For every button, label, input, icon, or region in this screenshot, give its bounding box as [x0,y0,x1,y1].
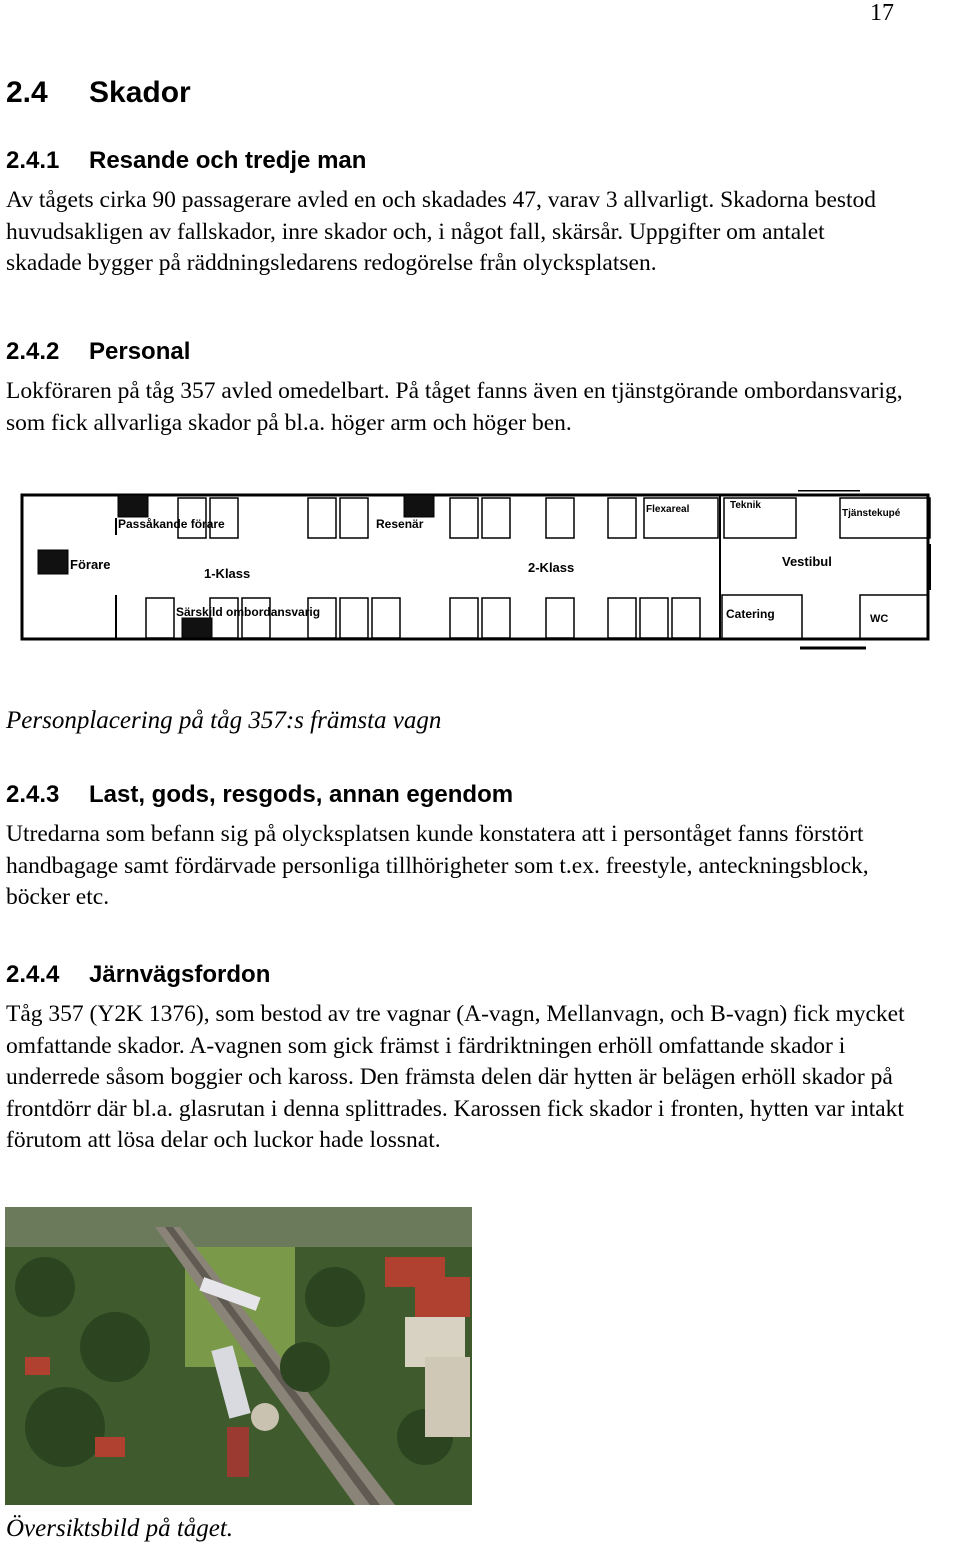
label-second-class: 2-Klass [528,560,575,575]
label-catering: Catering [726,607,775,621]
paragraph-last: Utredarna som befann sig på olycksplatsen kunde konstatera att i persontåget fanns förstört handbagage samt fördärvade personliga tillhörigheter som t.ex. freestyle, anteckningsblock, böcker etc. [6,821,869,910]
paragraph-fordon: Tåg 357 (Y2K 1376), som bestod av tre vagnar (A-vagn, Mellanvagn, och B-vagn) fick mycket omfattande skador. A-vagnen som gick främst i färdriktningen erhöll omfattande skador i underrede såsom boggier och kaross. Den främsta delen där hytten är belägen erhöll skador på frontdörr där bl.a. glasrutan i denna splittrades. Karossen fick skador i fronten, hytten var intakt förutom att lösa delar och luckor hade lossnat. [6,1001,905,1153]
subsection-heading-personal [6,338,190,366]
section-number: 2.4 [6,76,48,109]
label-wc: WC [870,613,889,625]
label-special-crew: Särskild ombordansvarig [176,605,321,619]
subsection-number: 2.4.1 [6,147,60,174]
diagram-caption: Personplacering på tåg 357:s främsta vagn [6,707,442,734]
subsection-title: Järnvägsfordon [89,961,271,988]
label-first-class: 1-Klass [204,566,251,581]
subsection-heading-last [6,781,513,809]
person-marker-crew [182,618,212,638]
label-technik: Teknik [730,500,761,511]
paragraph-personal: Lokföraren på tåg 357 avled omedelbart. På tåget fanns även en tjänstgörande ombordansvarig, som fick allvarliga skador på bl.a. höger arm och höger ben. [6,378,903,436]
person-marker-traveller [404,495,434,517]
section-heading [6,76,191,110]
subsection-number: 2.4.3 [6,781,60,808]
paragraph-resande: Av tågets cirka 90 passagerare avled en och skadades 47, varav 3 allvarligt. Skadorna bestod huvudsakligen av fallskador, inre skador och, i något fall, skärsår. Uppgifter om antalet skadade bygger på räddningsledarens redogörelse från olycksplatsen. [6,187,877,276]
seat-plan-diagram [18,490,932,650]
label-travellers: Resenär [376,517,424,531]
label-vestibule: Vestibul [782,554,832,569]
label-service: Tjänstekupé [842,508,901,519]
page-number: 17 [870,0,894,26]
label-flexarea: Flexareal [646,504,690,515]
subsection-heading-resande [6,147,366,175]
aerial-photo [5,1207,472,1505]
photo-caption: Översiktsbild på tåget. [6,1515,234,1542]
subsection-title: Resande och tredje man [89,147,367,174]
subsection-number: 2.4.4 [6,961,60,988]
front-carriage [227,1427,249,1477]
subsection-title: Personal [89,338,191,365]
subsection-heading-fordon [6,961,270,989]
label-driver: Förare [70,557,111,572]
section-title: Skador [89,76,191,109]
subsection-number: 2.4.2 [6,338,60,365]
subsection-title: Last, gods, resgods, annan egendom [89,781,514,808]
label-passenger-driver: Passåkande förare [118,517,225,531]
person-marker-driver [38,550,68,574]
person-marker-passenger-driver [118,495,148,517]
